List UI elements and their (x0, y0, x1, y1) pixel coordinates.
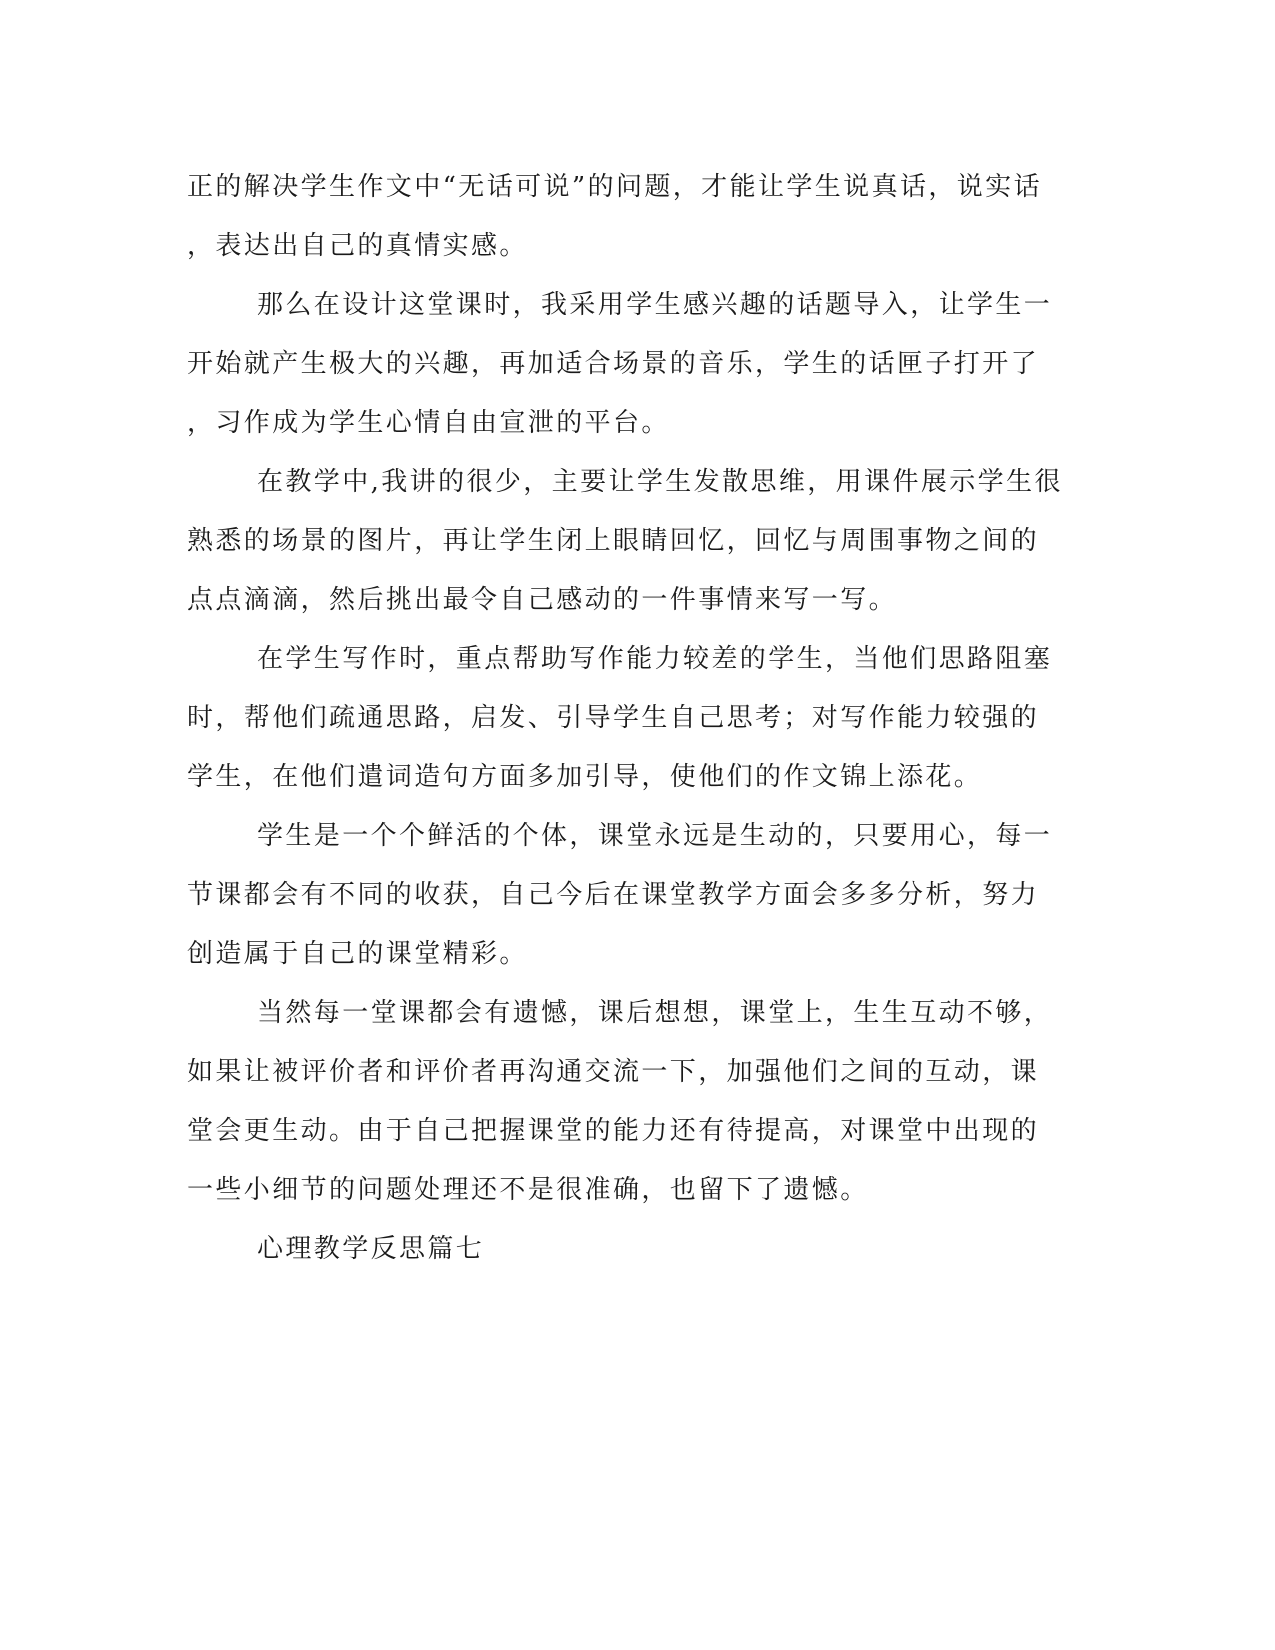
text-line: 学生是一个个鲜活的个体，课堂永远是生动的，只要用心，每一 (257, 821, 1053, 851)
text-line: 一些小细节的问题处理还不是很准确，也留下了遗憾。 (187, 1175, 869, 1205)
text-line: 节课都会有不同的收获，自己今后在课堂教学方面会多多分析，努力 (187, 880, 1040, 910)
text-line: 时，帮他们疏通思路，启发、引导学生自己思考；对写作能力较强的 (187, 703, 1040, 733)
text-line: 在学生写作时，重点帮助写作能力较差的学生，当他们思路阻塞 (257, 644, 1053, 674)
section-heading: 心理教学反思篇七 (257, 1234, 485, 1264)
text-line: 堂会更生动。由于自己把握课堂的能力还有待提高，对课堂中出现的 (187, 1116, 1040, 1146)
text-line: 熟悉的场景的图片，再让学生闭上眼睛回忆，回忆与周围事物之间的 (187, 526, 1040, 556)
text-line: 开始就产生极大的兴趣，再加适合场景的音乐，学生的话匣子打开了 (187, 349, 1040, 379)
body-text (187, 158, 1087, 1279)
text-line: 在教学中,我讲的很少，主要让学生发散思维，用课件展示学生很 (257, 467, 1063, 497)
text-line: 那么在设计这堂课时，我采用学生感兴趣的话题导入，让学生一 (257, 290, 1053, 320)
text-line: 当然每一堂课都会有遗憾，课后想想，课堂上，生生互动不够， (257, 998, 1053, 1028)
text-line: ，习作成为学生心情自由宣泄的平台。 (187, 408, 670, 438)
text-line: 点点滴滴，然后挑出最令自己感动的一件事情来写一写。 (187, 585, 898, 615)
text-line: 如果让被评价者和评价者再沟通交流一下，加强他们之间的互动，课 (187, 1057, 1040, 1087)
text-line: 正的解决学生作文中“无话可说”的问题，才能让学生说真话，说实话 (187, 172, 1042, 202)
text-line: 学生，在他们遣词造句方面多加引导，使他们的作文锦上添花。 (187, 762, 983, 792)
text-line: 创造属于自己的课堂精彩。 (187, 939, 528, 969)
text-line: ，表达出自己的真情实感。 (187, 231, 528, 261)
